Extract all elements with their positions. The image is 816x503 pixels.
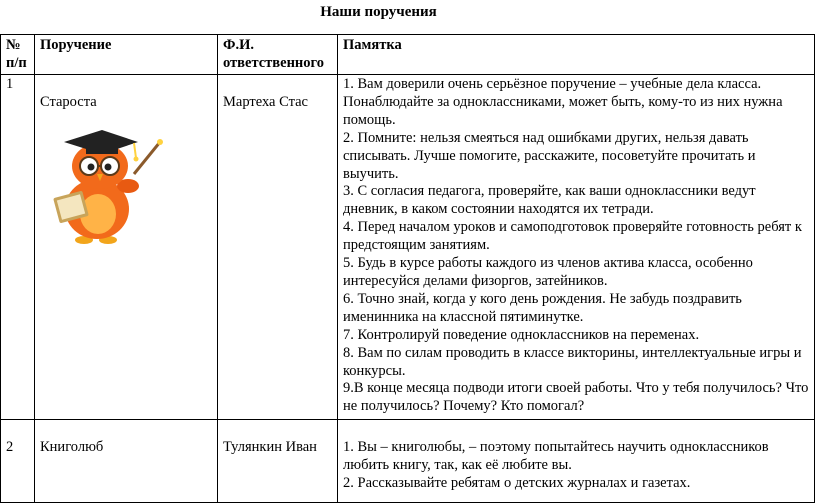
memo-item: 6. Точно знай, когда у кого день рождения. Не забудь поздравить именинника на классной пятиминутке. [343, 290, 742, 325]
task-cell [35, 420, 218, 503]
task-name: Староста [40, 94, 97, 110]
header-num: № п/п [1, 35, 35, 75]
table-header-row [1, 35, 815, 75]
person-cell [218, 75, 338, 420]
memo-cell [338, 420, 815, 503]
memo-item: 7. Контролируй поведение одноклассников на переменах. [343, 326, 700, 343]
table-row [1, 420, 815, 503]
memo-item: 5. Будь в курсе работы каждого из членов актива класса, особенно интересуйся делами физоргов, затейников. [343, 255, 753, 289]
header-memo: Памятка [338, 35, 815, 75]
memo-cell [338, 75, 815, 420]
memo-item: 3. С согласия педагога, проверяйте, как ваши одноклассники ведут дневник, в каком состоянии находятся их тетради. [343, 183, 756, 218]
row-num [1, 420, 35, 503]
task-cell [35, 75, 218, 420]
table-row [1, 75, 815, 420]
person-name: Мартеха Стас [223, 94, 308, 110]
header-person: Ф.И. ответственного [218, 35, 338, 75]
assignments-table [0, 34, 815, 503]
memo-item: 9.В конце месяца подводи итоги своей работы. Что у тебя получилось? Что не получилось? Почему? Кто помогал? [343, 380, 809, 415]
task-name: Книголюб [40, 439, 104, 455]
row-num-value: 2 [6, 439, 14, 455]
memo-item: 2. Помните: нельзя смеяться над ошибками других, нельзя давать списывать. Лучше помогите, расскажите, посоветуйте прочитать и выучить. [343, 129, 756, 182]
page-title: Наши поручения [320, 4, 437, 20]
memo-item: 4. Перед началом уроков и самоподготовок проверяйте готовность ребят к предстоящим занятиям. [343, 219, 802, 254]
memo-item: 1. Вы – книголюбы, – поэтому попытайтесь научить одноклассников любить книгу, так, как её любите вы. [343, 439, 769, 473]
memo-item: 2. Рассказывайте ребятам о детских журналах и газетах. [343, 474, 691, 491]
owl-teacher-icon [42, 124, 167, 249]
person-name: Тулянкин Иван [223, 439, 317, 455]
memo-item: 1. Вам доверили очень серьёзное поручение – учебные дела класса. Понаблюдайте за одноклассниками, может быть, кому-то из них нужна помощь. [343, 76, 783, 128]
row-num: 1 [1, 75, 35, 420]
memo-item: 8. Вам по силам проводить в классе викторины, интеллектуальные игры и конкурсы. [343, 344, 802, 379]
person-cell [218, 420, 338, 503]
header-task: Поручение [35, 35, 218, 75]
